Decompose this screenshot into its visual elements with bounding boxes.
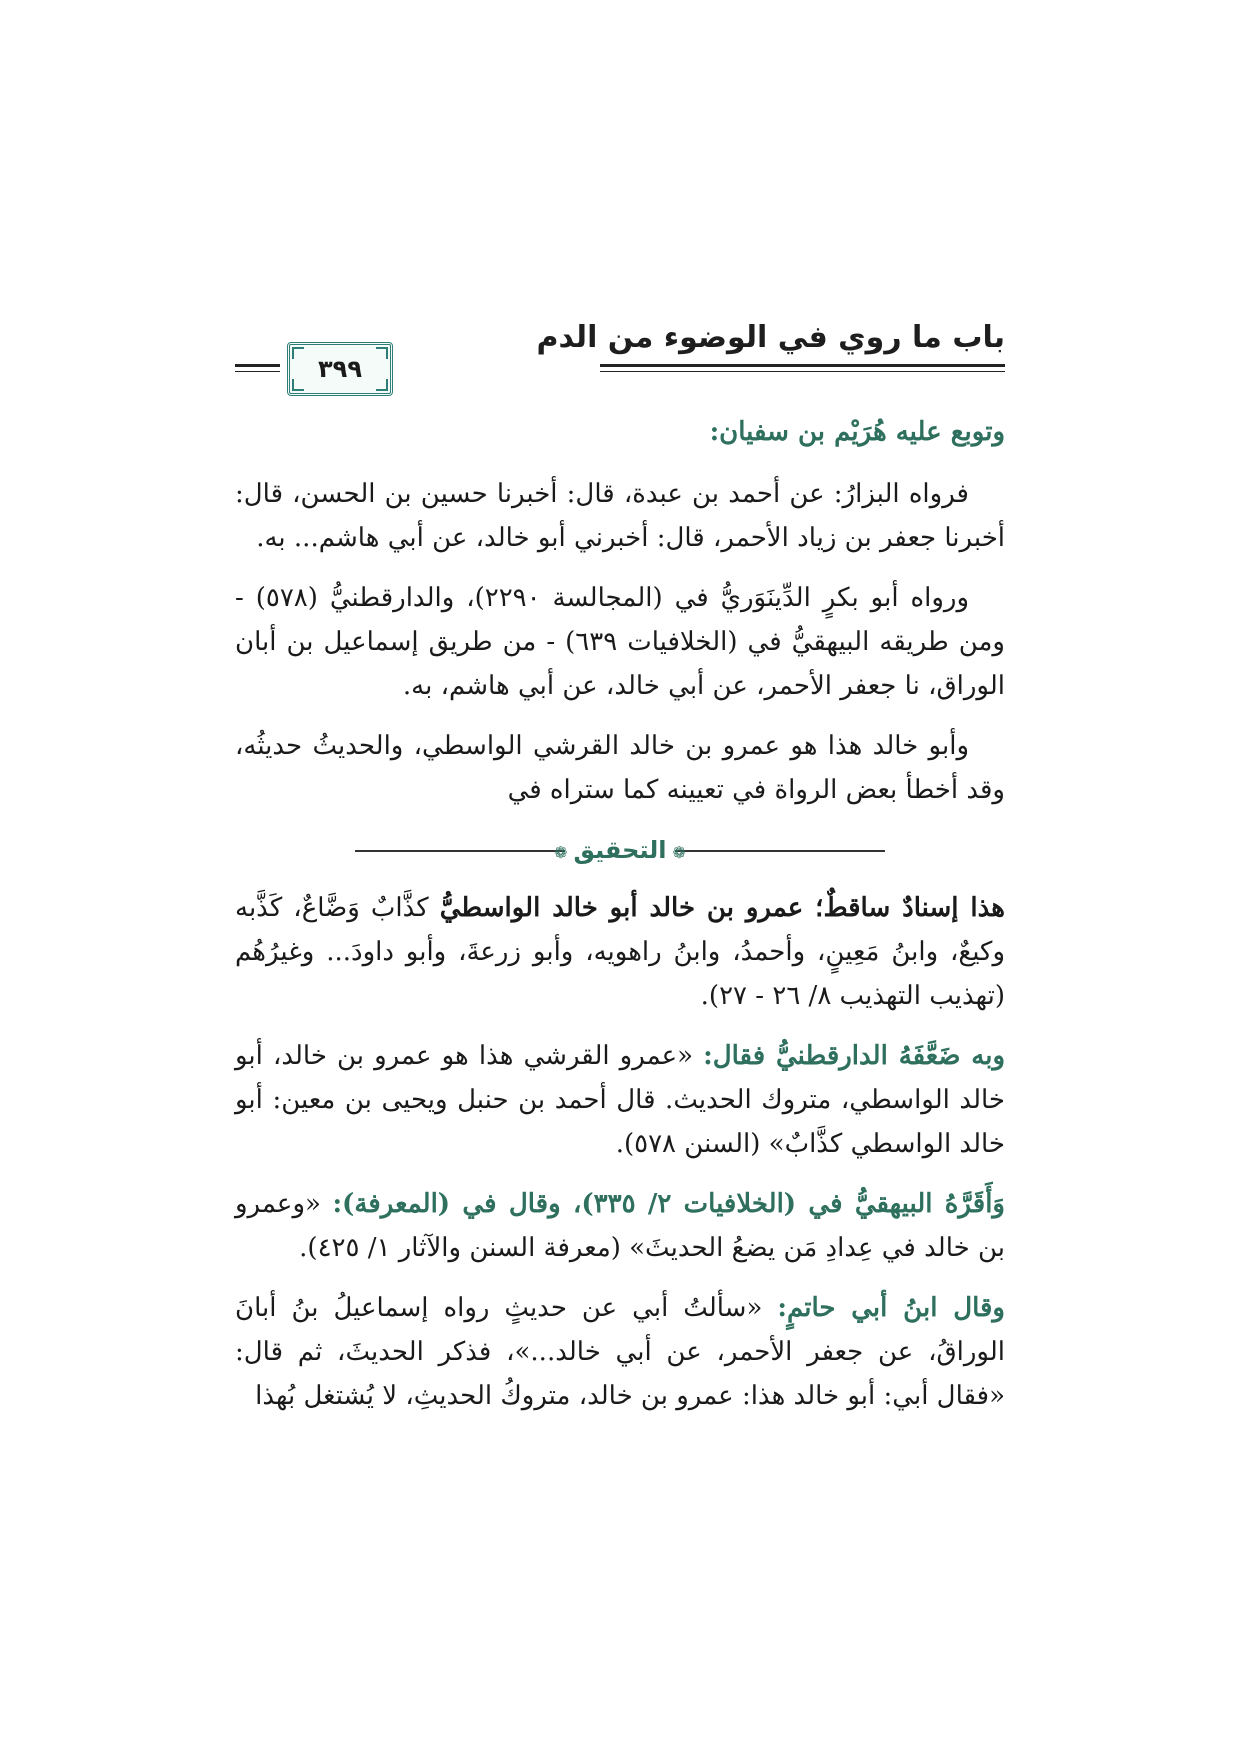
ibn-abi-hatim-rest: «سألتُ أبي عن حديثٍ رواه إسماعيلُ بنُ أبانَ الوراقُ، عن جعفر الأحمر، عن أبي خالد...»، فذكر الحديثَ، ثم قال: «فقال أبي: أبو خالد هذا: عمرو بن خالد، متروكُ الحديثِ، لا يُشتغل بُهذا	[235, 1293, 1005, 1411]
frame-corner-ornament	[292, 347, 304, 359]
paragraph-dinawari: ورواه أبو بكرٍ الدِّينَوَريُّ في (المجالسة ٢٢٩٠)، والدارقطنيُّ (٥٧٨) - ومن طريقه البيهقيُّ في (الخلافيات ٦٣٩) - من طريق إسماعيل بن أبان الوراق، نا جعفر الأحمر، عن أبي خالد، عن أبي هاشم، به.	[235, 583, 1005, 701]
ibn-abi-hatim-highlight: وقال ابنُ أبي حاتمٍ:	[777, 1293, 1005, 1323]
paragraph-ibn-abi-hatim	[235, 1286, 1005, 1418]
paragraph-bazzar: فرواه البزارُ: عن أحمد بن عبدة، قال: أخبرنا حسين بن الحسن، قال: أخبرنا جعفر بن زياد الأحمر، قال: أخبرني أبو خالد، عن أبي هاشم... به.	[235, 479, 1005, 553]
section-divider	[235, 828, 1005, 872]
divider-label: التحقيق	[573, 836, 667, 864]
header-rule-thin	[600, 371, 1005, 372]
daraqutni-rest: «عمرو القرشي هذا هو عمرو بن خالد، أبو خالد الواسطي، متروك الحديث. قال أحمد بن حنبل ويحيى بن معين: أبو خالد الواسطي كذَّابٌ» (السنن ٥٧٨).	[235, 1041, 1005, 1159]
page-number: ٣٩٩	[318, 355, 362, 383]
daraqutni-highlight: وبه ضَعَّفَهُ الدارقطنيُّ فقال:	[703, 1041, 1005, 1071]
bayhaqi-rest: «وعمرو بن خالد في عِدادِ مَن يضعُ الحديثَ» (معرفة السنن والآثار ١/ ٤٢٥).	[235, 1189, 1005, 1263]
section-subheading: وتوبع عليه هُرَيْم بن سفيان:	[709, 417, 1005, 447]
header-rule-thick	[600, 364, 1005, 367]
frame-corner-ornament	[376, 347, 388, 359]
verdict-rest: كذَّابٌ وَضَّاعٌ، كَذَّبه وكيعٌ، وابنُ مَعِينٍ، وأحمدُ، وابنُ راهويه، وأبو زرعةَ، وأبو داودَ... وغيرُهُم (تهذيب التهذيب ٨/ ٢٦ - ٢٧).	[235, 893, 1005, 1011]
frame-corner-ornament	[376, 379, 388, 391]
paragraph-isnad-verdict	[235, 886, 1005, 1018]
frame-corner-ornament	[292, 379, 304, 391]
verdict-bold: هذا إسنادٌ ساقطٌ؛ عمرو بن خالد أبو خالد الواسطيُّ	[439, 893, 1005, 923]
header-rule-left-thick	[235, 364, 280, 367]
header-rule-left-thin	[235, 371, 280, 372]
bayhaqi-highlight: وَأَقَرَّهُ البيهقيُّ في (الخلافيات ٢/ ٣٣٥)، وقال في (المعرفة):	[332, 1189, 1005, 1219]
ornament-icon: ❁	[672, 843, 686, 862]
paragraph-abu-khalid: وأبو خالد هذا هو عمرو بن خالد القرشي الواسطي، والحديثُ حديثُه، وقد أخطأ بعض الرواة في تعيينه كما ستراه في	[235, 731, 1005, 805]
page-number-frame	[287, 342, 393, 396]
page-header	[235, 318, 1005, 388]
divider-label-wrap	[235, 828, 1005, 875]
main-text	[235, 412, 1005, 1434]
running-title: باب ما روي في الوضوء من الدم	[536, 320, 1005, 355]
ornament-icon: ❁	[554, 843, 568, 862]
paragraph-bayhaqi	[235, 1182, 1005, 1270]
paragraph-daraqutni	[235, 1034, 1005, 1166]
